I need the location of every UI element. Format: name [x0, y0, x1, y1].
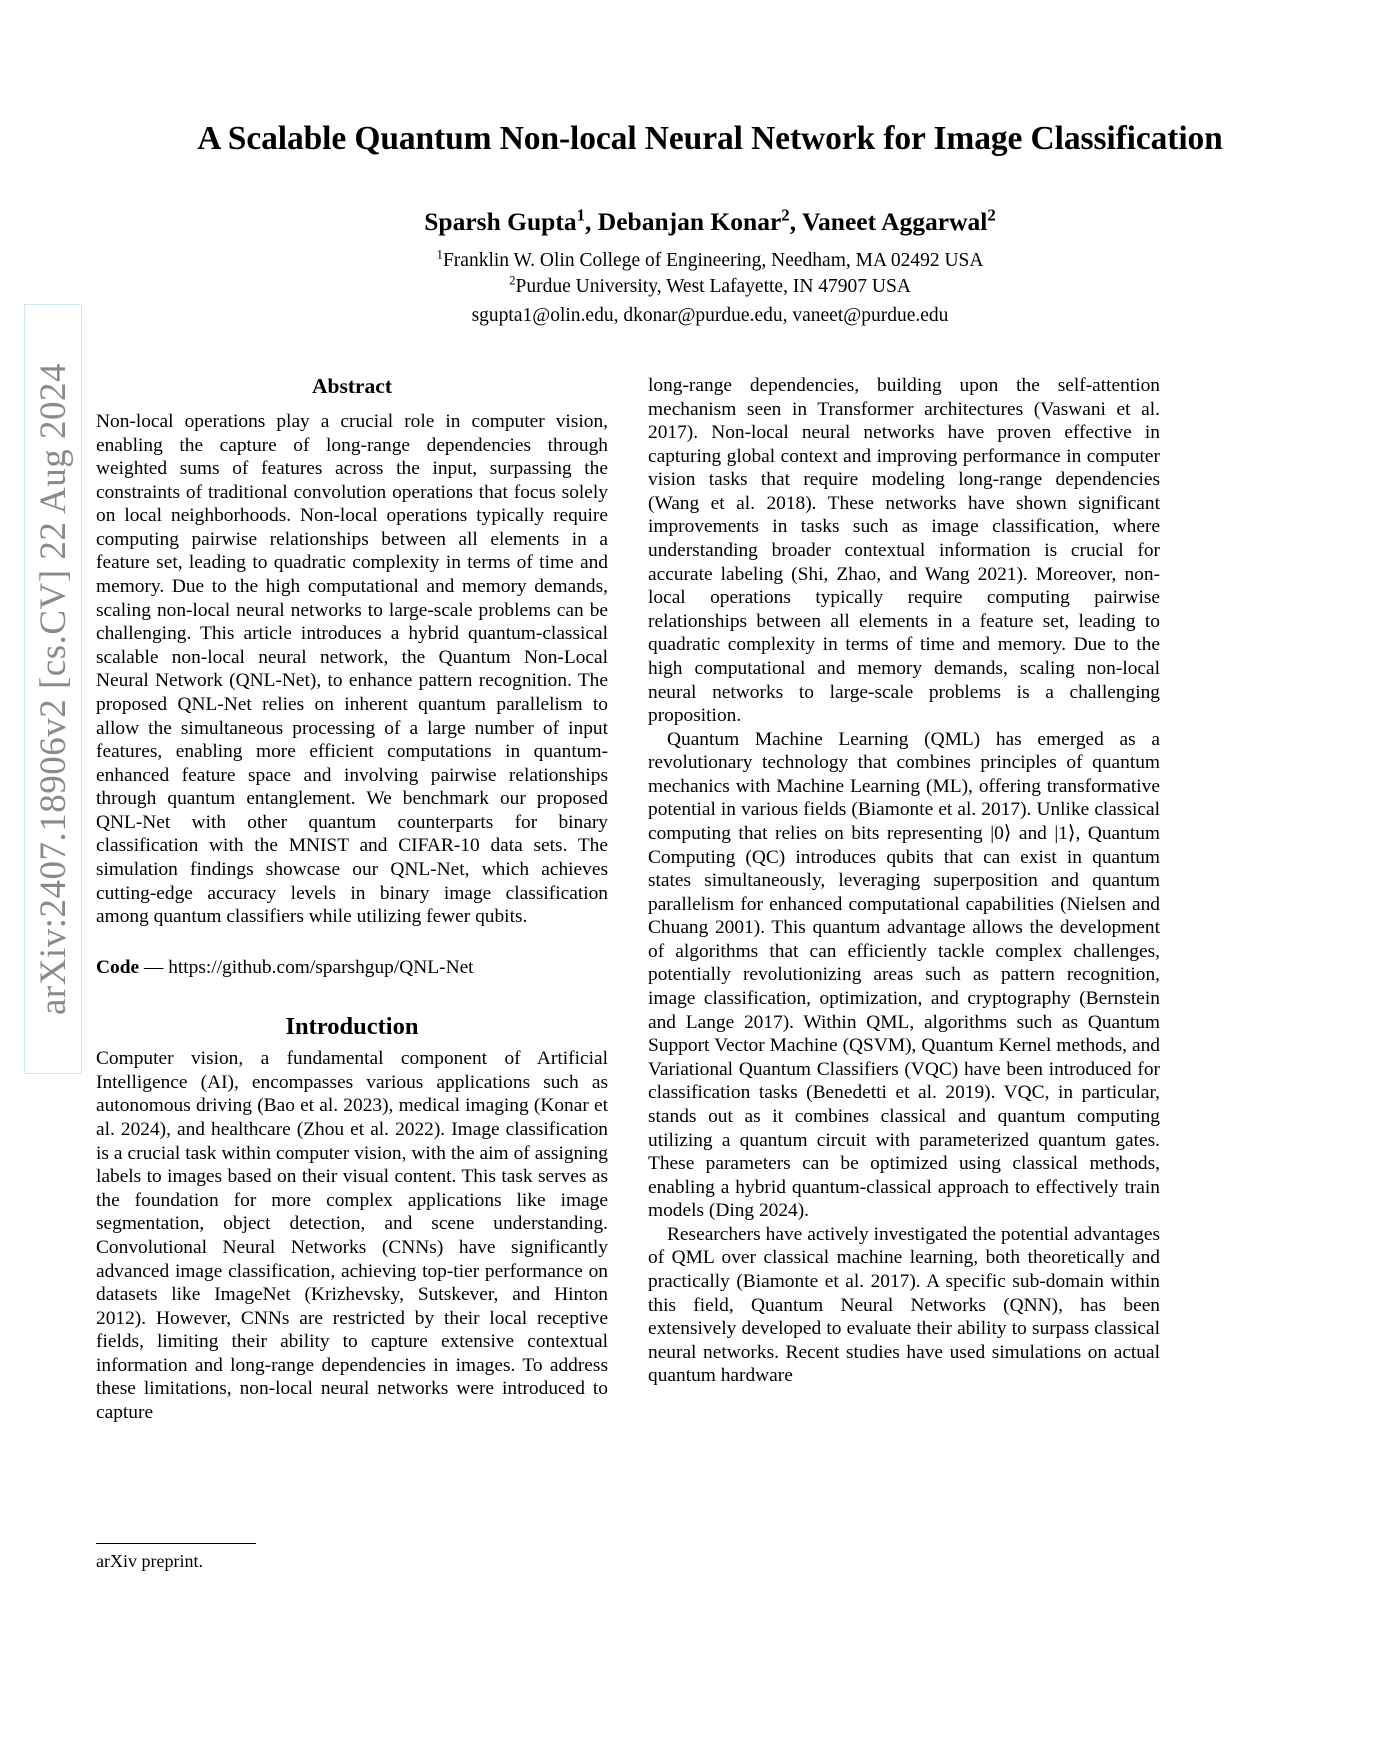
title-block — [150, 118, 1270, 329]
footnote-rule — [96, 1543, 256, 1544]
code-dash: — — [139, 956, 169, 978]
affiliation-marker-2: 2 — [509, 273, 516, 288]
abstract-text: Non-local operations play a crucial role in computer vision, enabling the capture of long-range dependencies through weighted sums of features across the input, surpassing the constraints of traditional convolution operations that focus solely on local neighborhoods. Non-local operations typically require computing pairwise relationships between all elements in a feature set, leading to quadratic complexity in terms of time and memory. Due to the high computational and memory demands, scaling non-local neural networks to large-scale problems can be challenging. This article introduces a hybrid quantum-classical scalable non-local neural network, the Quantum Non-Local Neural Network (QNL-Net), to enhance pattern recognition. The proposed QNL-Net relies on inherent quantum parallelism to allow the simultaneous processing of a large number of input features, enabling more efficient computations in quantum-enhanced feature space and involving pairwise relationships through quantum entanglement. We benchmark our proposed QNL-Net with other quantum counterparts for binary classification with the MNIST and CIFAR-10 data sets. The simulation findings showcase our QNL-Net, which achieves cutting-edge accuracy levels in binary image classification among quantum classifiers while utilizing fewer qubits. — [96, 411, 608, 928]
page-title: A Scalable Quantum Non-local Neural Network for Image Classification — [197, 120, 1223, 157]
author-list: Sparsh Gupta$^1$, Debanjan Konar$^2$, Vaneet Aggarwal$^2$ — [424, 205, 996, 236]
intro-paragraph-3: Researchers have actively investigated the potential advantages of QML over classical machine learning, both theoretically and practically (Biamonte et al. 2017). A specific sub-domain within this field, Quantum Neural Networks (QNN), has been extensively developed to evaluate their ability to surpass classical neural networks. Recent studies have used simulations on actual quantum hardware — [648, 1223, 1160, 1387]
arxiv-stamp-text: arXiv:2407.18906v2 [cs.CV] 22 Aug 2024 — [32, 362, 74, 1016]
footnote-block — [96, 1543, 608, 1573]
intro-paragraph-2 — [648, 728, 1160, 1223]
intro-p2-post: , Quantum Computing (QC) introduces qubits that can exist in quantum states simultaneously, leveraging superposition and quantum parallelism for enhanced computational capabilities (Nielsen and Chuang 2001). This quantum advantage allows the development of algorithms that can efficiently tackle complex challenges, potentially revolutionizing areas such as pattern recognition, image classification, optimization, and cryptography (Bernstein and Lange 2017). Within QML, algorithms such as Quantum Support Vector Machine (QSVM), Quantum Kernel methods, and Variational Quantum Classifiers (VQC) have been introduced for classification tasks (Benedetti et al. 2019). VQC, in particular, stands out as it combines classical and quantum computing utilizing a quantum circuit with parameterized quantum gates. These parameters can be optimized using classical methods, enabling a hybrid quantum-classical approach to effectively train models (Ding 2024). — [648, 822, 1160, 1222]
author-emails: sgupta1@olin.edu, dkonar@purdue.edu, vaneet@purdue.edu — [471, 304, 949, 326]
left-column — [96, 374, 608, 1664]
right-column — [648, 374, 1160, 1664]
affiliations — [150, 248, 1270, 300]
intro-p2-mid: and — [1011, 822, 1055, 844]
intro-paragraph-1-continued: long-range dependencies, building upon the self-attention mechanism seen in Transformer architectures (Vaswani et al. 2017). Non-local neural networks have proven effective in capturing global context and improving performance in computer vision tasks that require modeling long-range dependencies (Wang et al. 2018). These networks have shown significant improvements in tasks such as image classification, where understanding broader contextual information is crucial for accurate labeling (Shi, Zhao, and Wang 2021). Moreover, non-local operations typically require computing pairwise relationships between all elements in a feature set, leading to quadratic complexity in terms of time and memory. Due to the high computational and memory demands, scaling non-local neural networks to large-scale problems is a challenging proposition. — [648, 375, 1160, 727]
code-url[interactable]: https://github.com/sparshgup/QNL-Net — [168, 956, 474, 978]
arxiv-stamp — [24, 304, 82, 1074]
abstract-heading: Abstract — [311, 374, 392, 398]
ket-zero: |0⟩ — [990, 822, 1012, 844]
code-availability — [96, 956, 608, 980]
introduction-heading: Introduction — [285, 1013, 419, 1041]
affiliation-2-text: Purdue University, West Lafayette, IN 47907 USA — [515, 275, 911, 297]
body-columns — [96, 374, 1311, 1664]
intro-p2-pre: Quantum Machine Learning (QML) has emerged as a revolutionary technology that combines principles of quantum mechanics with Machine Learning (ML), offering transformative potential in various fields (Biamonte et al. 2017). Unlike classical computing that relies on bits representing — [648, 728, 1160, 844]
affiliation-1 — [150, 248, 1270, 274]
code-label: Code — [96, 956, 140, 978]
affiliation-marker-1: 1 — [436, 247, 443, 262]
footnote-text: arXiv preprint. — [96, 1551, 203, 1571]
ket-one: |1⟩ — [1054, 822, 1076, 844]
affiliation-1-text: Franklin W. Olin College of Engineering, Needham, MA 02492 USA — [442, 250, 984, 272]
intro-paragraph-1: Computer vision, a fundamental component of Artificial Intelligence (AI), encompasses various applications such as autonomous driving (Bao et al. 2023), medical imaging (Konar et al. 2024), and healthcare (Zhou et al. 2022). Image classification is a crucial task within computer vision, with the aim of assigning labels to images based on their visual content. This task serves as the foundation for more complex applications like image segmentation, object detection, and scene understanding. Convolutional Neural Networks (CNNs) have significantly advanced image classification, achieving top-tier performance on datasets like ImageNet (Krizhevsky, Sutskever, and Hinton 2012). However, CNNs are restricted by their local receptive fields, limiting their ability to capture extensive contextual information and long-range dependencies in images. To address these limitations, non-local neural networks were introduced to capture — [96, 1048, 608, 1423]
affiliation-2 — [150, 274, 1270, 300]
